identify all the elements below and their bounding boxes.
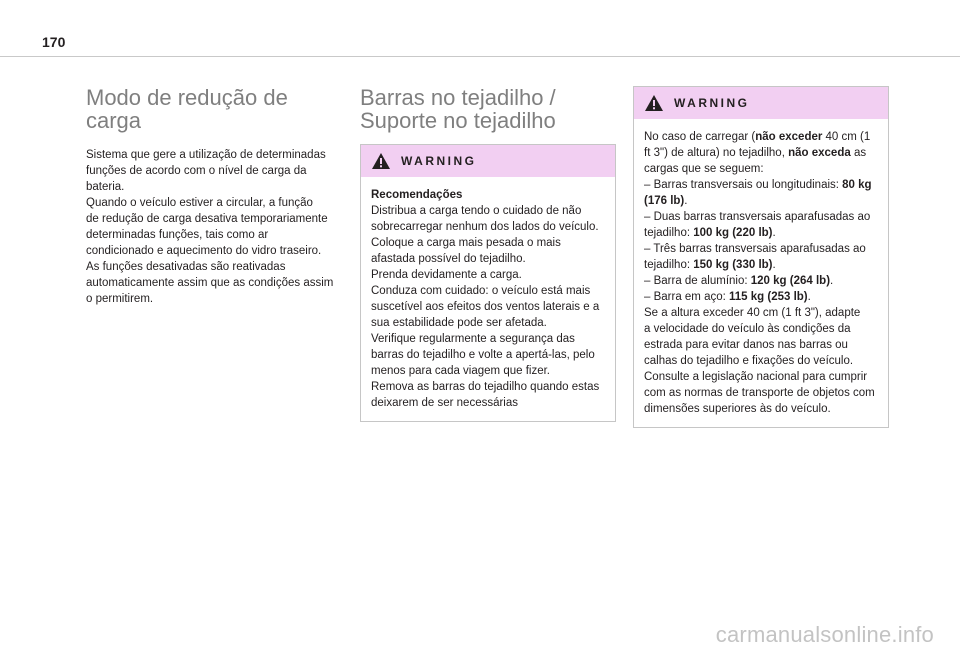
text-run-bold: 120 kg (264 lb) <box>750 275 831 287</box>
heading-line: carga <box>86 108 142 133</box>
text-line <box>644 257 878 273</box>
warning-triangle-icon <box>371 152 391 170</box>
warning-body <box>634 119 888 427</box>
text-run: ft 3") de altura) no tejadilho, <box>644 147 789 159</box>
text-line: Prenda devidamente a carga. <box>371 269 522 281</box>
text-run: tejadilho: <box>644 227 694 239</box>
text-line: Consulte a legislação nacional para cumprir <box>644 371 868 383</box>
text-run: . <box>807 291 811 303</box>
text-run: . <box>772 227 776 239</box>
text-line: deixarem de ser necessárias <box>371 397 519 409</box>
text-line <box>644 225 878 241</box>
text-line: automaticamente assim que as condições assim <box>86 277 334 289</box>
text-line: o permitirem. <box>86 293 154 305</box>
warning-title: WARNING <box>401 154 477 168</box>
section-load-reduction <box>86 86 342 307</box>
page-number: 170 <box>42 34 66 50</box>
section-body <box>86 147 342 307</box>
warning-title: WARNING <box>674 96 750 110</box>
text-line: cargas que se seguem: <box>644 163 764 175</box>
text-line <box>644 177 878 193</box>
heading-line: Suporte no tejadilho <box>360 108 556 133</box>
warning-triangle-icon <box>644 94 664 112</box>
text-line: Coloque a carga mais pesada o mais <box>371 237 561 249</box>
text-line: estrada para evitar danos nas barras ou <box>644 339 848 351</box>
text-run-bold: 80 kg <box>842 179 872 191</box>
warning-body <box>361 177 615 421</box>
heading-line: Modo de redução de <box>86 85 288 110</box>
text-line: – Duas barras transversais aparafusadas ao <box>644 211 871 223</box>
text-line: dimensões superiores às do veículo. <box>644 403 831 415</box>
text-run: . <box>830 275 834 287</box>
text-line <box>644 129 878 145</box>
text-line: menos para cada viagem que fizer. <box>371 365 550 377</box>
section-roof-load-limits <box>633 86 889 428</box>
text-line: Distribua a carga tendo o cuidado de não <box>371 205 582 217</box>
text-run: tejadilho: <box>644 259 694 271</box>
text-line: sua estabilidade pode ser afetada. <box>371 317 547 329</box>
text-run: 40 cm (1 <box>822 131 871 143</box>
text-run: . <box>772 259 776 271</box>
text-line <box>644 273 878 289</box>
text-line: de redução de carga desativa temporariamente <box>86 213 328 225</box>
text-run-bold: 115 kg (253 lb) <box>729 291 808 303</box>
warning-header <box>634 87 888 119</box>
text-run-bold: 100 kg (220 lb) <box>693 227 773 239</box>
heading-line: Barras no tejadilho / <box>360 85 556 110</box>
text-run: – Barras transversais ou longitudinais: <box>644 179 843 191</box>
section-heading <box>360 86 616 132</box>
section-heading <box>86 86 342 132</box>
text-line: barras do tejadilho e volte a apertá-las, pelo <box>371 349 595 361</box>
text-run-bold: não exceda <box>788 147 851 159</box>
text-line: bateria. <box>86 181 125 193</box>
warning-subheading: Recomendações <box>371 189 463 201</box>
text-line: afastada possível do tejadilho. <box>371 253 526 265</box>
warning-header <box>361 145 615 177</box>
text-line: condicionado e aquecimento do vidro traseiro. <box>86 245 322 257</box>
text-line: Verifique regularmente a segurança das <box>371 333 575 345</box>
text-line <box>644 145 878 161</box>
text-line <box>644 289 878 305</box>
text-run: – Barra de alumínio: <box>644 275 751 287</box>
text-line: determinadas funções, tais como ar <box>86 229 269 241</box>
text-line: sobrecarregar nenhum dos lados do veículo. <box>371 221 599 233</box>
text-line: Sistema que gere a utilização de determinadas <box>86 149 326 161</box>
text-run: as <box>850 147 867 159</box>
text-run: . <box>684 195 688 207</box>
text-line: Remova as barras do tejadilho quando estas <box>371 381 600 393</box>
text-line: Conduza com cuidado: o veículo está mais <box>371 285 591 297</box>
text-line: suscetível aos efeitos dos ventos laterais e a <box>371 301 600 313</box>
text-run: No caso de carregar ( <box>644 131 756 143</box>
section-roof-bars <box>360 86 616 422</box>
header-divider <box>0 56 960 57</box>
warning-box-recommendations <box>360 144 616 422</box>
text-line: Se a altura exceder 40 cm (1 ft 3"), adapte <box>644 307 861 319</box>
warning-box-load-limits <box>633 86 889 428</box>
text-line: com as normas de transporte de objetos com <box>644 387 875 399</box>
text-line: As funções desativadas são reativadas <box>86 261 286 273</box>
text-line <box>644 193 878 209</box>
text-line: – Três barras transversais aparafusadas ao <box>644 243 866 255</box>
text-line: Quando o veículo estiver a circular, a função <box>86 197 313 209</box>
text-run-bold: (176 lb) <box>644 195 685 207</box>
text-run-bold: não exceder <box>755 131 823 143</box>
text-line: a velocidade do veículo às condições da <box>644 323 851 335</box>
watermark: carmanualsonline.info <box>715 622 934 647</box>
text-run: – Barra em aço: <box>644 291 730 303</box>
text-run-bold: 150 kg (330 lb) <box>693 259 773 271</box>
text-line: funções de acordo com o nível de carga da <box>86 165 307 177</box>
text-line: calhas do tejadilho e fixações do veículo. <box>644 355 854 367</box>
